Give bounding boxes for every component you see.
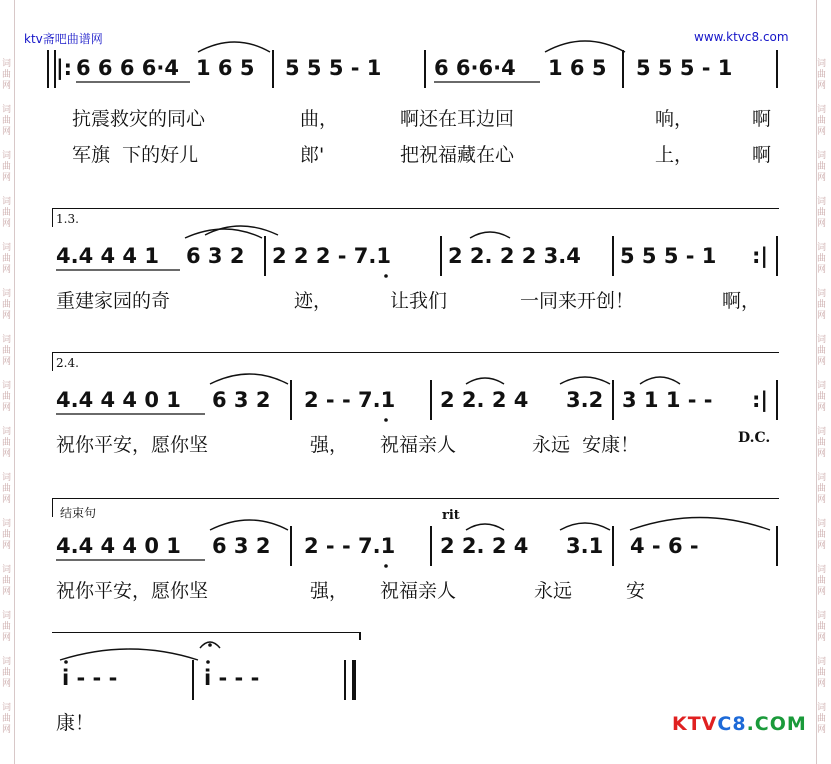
slur bbox=[466, 524, 504, 530]
repeat-end: :| bbox=[752, 388, 769, 412]
watermark-char: 网 bbox=[817, 311, 827, 321]
watermark-char: 网 bbox=[817, 219, 827, 229]
watermark-char: 曲 bbox=[2, 622, 12, 632]
volta-bracket bbox=[52, 208, 779, 227]
watermark-char: 曲 bbox=[2, 576, 12, 586]
low-octave-dot bbox=[384, 564, 388, 568]
watermark-char: 网 bbox=[817, 495, 827, 505]
bar-line bbox=[290, 380, 292, 420]
fermata-dot bbox=[208, 643, 212, 647]
lyric: 啊 bbox=[752, 144, 772, 166]
slur bbox=[60, 649, 198, 660]
slur bbox=[466, 378, 504, 384]
watermark-char: 曲 bbox=[817, 162, 827, 172]
watermark-char: 网 bbox=[817, 449, 827, 459]
lyric: 重建家园的奇 bbox=[56, 290, 171, 312]
watermark-char: 词 bbox=[817, 657, 827, 667]
watermark-char: 曲 bbox=[817, 346, 827, 356]
bar-line bbox=[264, 236, 266, 276]
watermark-char: 网 bbox=[2, 265, 12, 275]
rule-end-tick bbox=[359, 632, 361, 640]
note-group: 2 2. 2 4 bbox=[440, 534, 529, 558]
slur bbox=[560, 523, 610, 530]
slur bbox=[560, 377, 610, 384]
note-group: 1 6 5 bbox=[548, 56, 607, 80]
volta-label: 1.3. bbox=[56, 212, 79, 226]
lyric: 祝你平安，愿你坚 bbox=[56, 580, 209, 602]
watermark-char: 曲 bbox=[817, 622, 827, 632]
lyric: 康！ bbox=[56, 712, 95, 734]
watermark-char: 曲 bbox=[2, 392, 12, 402]
watermark-char: 曲 bbox=[2, 668, 12, 678]
note-group: 2 - - 7.1 bbox=[304, 388, 396, 412]
note-group: 6 6·6·4 bbox=[434, 56, 516, 80]
watermark-char: 网 bbox=[817, 541, 827, 551]
note-group: 5 5 5 - 1 bbox=[636, 56, 733, 80]
watermark-char: 曲 bbox=[817, 300, 827, 310]
logo-part-3: .COM bbox=[746, 713, 807, 735]
note-group: 5 5 5 - 1 bbox=[620, 244, 717, 268]
watermark-char: 词 bbox=[817, 565, 827, 575]
watermark-char: 网 bbox=[817, 357, 827, 367]
watermark-char: 网 bbox=[817, 173, 827, 183]
slur bbox=[210, 520, 288, 530]
watermark-char: 网 bbox=[2, 495, 12, 505]
watermark-char: 网 bbox=[817, 725, 827, 735]
lyric: 迹， bbox=[294, 290, 333, 312]
lyric: 一同来开创！ bbox=[520, 290, 635, 312]
watermark-char: 网 bbox=[817, 679, 827, 689]
site-url-right: www.ktvc8.com bbox=[694, 30, 789, 44]
watermark-char: 词 bbox=[2, 59, 12, 69]
note-group: 6 3 2 bbox=[186, 244, 245, 268]
watermark-char: 曲 bbox=[2, 162, 12, 172]
watermark-char: 词 bbox=[817, 381, 827, 391]
bar-line bbox=[612, 526, 614, 566]
watermark-char: 曲 bbox=[817, 438, 827, 448]
slur bbox=[470, 232, 510, 238]
low-octave-dot bbox=[384, 418, 388, 422]
watermark-char: 词 bbox=[2, 105, 12, 115]
note-group: 6 6 6 6·4 bbox=[76, 56, 179, 80]
logo-part-1: KTV bbox=[672, 713, 718, 735]
watermark-char: 曲 bbox=[2, 530, 12, 540]
fermata-arc bbox=[200, 642, 220, 648]
note-group: 4 - 6 - bbox=[630, 534, 699, 558]
high-octave-dot bbox=[206, 660, 210, 664]
watermark-char: 词 bbox=[817, 335, 827, 345]
watermark-char: 曲 bbox=[817, 392, 827, 402]
lyric: 祝福亲人 bbox=[380, 434, 457, 456]
note-group: 4.4 4 4 0 1 bbox=[56, 388, 181, 412]
lyric: 永远 bbox=[534, 580, 573, 602]
watermark-char: 网 bbox=[2, 311, 12, 321]
watermark-char: 词 bbox=[2, 565, 12, 575]
watermark-char: 曲 bbox=[2, 484, 12, 494]
slur bbox=[205, 226, 278, 235]
bar-line bbox=[612, 380, 614, 420]
lyric: 啊， bbox=[722, 290, 761, 312]
watermark-char: 网 bbox=[2, 357, 12, 367]
lyric: 强， bbox=[310, 580, 349, 602]
watermark-char: 曲 bbox=[2, 70, 12, 80]
watermark-char: 网 bbox=[817, 265, 827, 275]
bar-line bbox=[776, 526, 778, 566]
note-group: 6 3 2 bbox=[212, 388, 271, 412]
watermark-char: 曲 bbox=[2, 254, 12, 264]
watermark-char: 词 bbox=[2, 289, 12, 299]
watermark-char: 词 bbox=[2, 197, 12, 207]
watermark-char: 曲 bbox=[817, 714, 827, 724]
slur bbox=[545, 41, 625, 52]
note-group: 3 1 1 - - bbox=[622, 388, 713, 412]
watermark-char: 网 bbox=[817, 81, 827, 91]
high-octave-dot bbox=[64, 660, 68, 664]
site-name-left: ktv斋吧曲谱网 bbox=[24, 32, 103, 46]
watermark-char: 词 bbox=[2, 611, 12, 621]
bar-line bbox=[622, 50, 624, 88]
watermark-char: 曲 bbox=[2, 714, 12, 724]
start-repeat-bar-thick bbox=[47, 50, 49, 88]
note-group: 5 5 5 - 1 bbox=[285, 56, 382, 80]
low-octave-dot bbox=[384, 274, 388, 278]
site-logo bbox=[672, 713, 807, 735]
coda-label: 结束句 bbox=[60, 506, 97, 520]
watermark-char: 网 bbox=[817, 403, 827, 413]
slur bbox=[630, 518, 770, 531]
watermark-char: 网 bbox=[2, 81, 12, 91]
bar-line bbox=[430, 526, 432, 566]
note-group: i - - - bbox=[62, 666, 118, 690]
watermark-char: 词 bbox=[817, 703, 827, 713]
bar-line bbox=[776, 50, 778, 88]
watermark-char: 网 bbox=[2, 449, 12, 459]
lyric: 祝福亲人 bbox=[380, 580, 457, 602]
watermark-char: 词 bbox=[817, 105, 827, 115]
watermark-char: 曲 bbox=[817, 484, 827, 494]
lyric: 军旗 下的好儿 bbox=[72, 144, 199, 166]
watermark-char: 词 bbox=[817, 289, 827, 299]
lyric: 强， bbox=[310, 434, 349, 456]
bar-line bbox=[272, 50, 274, 88]
watermark-char: 曲 bbox=[2, 116, 12, 126]
note-group: 4.4 4 4 1 bbox=[56, 244, 159, 268]
top-rule bbox=[52, 632, 360, 633]
watermark-char: 词 bbox=[817, 427, 827, 437]
slur bbox=[210, 374, 288, 384]
watermark-char: 曲 bbox=[2, 300, 12, 310]
note-group: 3.1 bbox=[566, 534, 604, 558]
watermark-char: 网 bbox=[2, 173, 12, 183]
lyric: 永远 安康！ bbox=[532, 434, 640, 456]
ritardando-mark: rit bbox=[442, 508, 460, 523]
logo-part-2: C8 bbox=[717, 713, 747, 735]
note-group: 2 2. 2 4 bbox=[440, 388, 529, 412]
note-group: i - - - bbox=[204, 666, 260, 690]
note-group: 3.2 bbox=[566, 388, 604, 412]
lyric: 郎' bbox=[300, 144, 325, 166]
note-group: 1 6 5 bbox=[196, 56, 255, 80]
note-group: 4.4 4 4 0 1 bbox=[56, 534, 181, 558]
watermark-char: 词 bbox=[817, 519, 827, 529]
watermark-char: 词 bbox=[2, 381, 12, 391]
watermark-char: 曲 bbox=[817, 70, 827, 80]
note-group: 2 2. 2 2 3.4 bbox=[448, 244, 581, 268]
watermark-char: 网 bbox=[817, 587, 827, 597]
watermark-char: 词 bbox=[817, 243, 827, 253]
watermark-char: 网 bbox=[817, 127, 827, 137]
watermark-char: 词 bbox=[2, 473, 12, 483]
lyric: 啊 bbox=[752, 108, 772, 130]
lyric: 啊还在耳边回 bbox=[400, 108, 515, 130]
watermark-char: 曲 bbox=[817, 116, 827, 126]
bar-line bbox=[290, 526, 292, 566]
watermark-char: 词 bbox=[2, 427, 12, 437]
bar-line bbox=[440, 236, 442, 276]
note-group: 6 3 2 bbox=[212, 534, 271, 558]
watermark-char: 曲 bbox=[817, 530, 827, 540]
slur bbox=[198, 42, 270, 52]
slur bbox=[185, 229, 262, 238]
watermark-char: 曲 bbox=[817, 208, 827, 218]
lyric: 响， bbox=[655, 108, 694, 130]
coda-bracket bbox=[52, 498, 779, 517]
watermark-char: 词 bbox=[2, 703, 12, 713]
lyric: 把祝福藏在心 bbox=[400, 144, 515, 166]
da-capo-mark: D.C. bbox=[738, 430, 771, 446]
lyric: 祝你平安，愿你坚 bbox=[56, 434, 209, 456]
lyric: 让我们 bbox=[390, 290, 448, 312]
bar-line bbox=[192, 660, 194, 700]
repeat-end: :| bbox=[752, 244, 769, 268]
watermark-char: 词 bbox=[2, 151, 12, 161]
lyric: 抗震救灾的同心 bbox=[72, 108, 206, 130]
note-group: 2 - - 7.1 bbox=[304, 534, 396, 558]
watermark-char: 网 bbox=[2, 679, 12, 689]
lyric: 上， bbox=[655, 144, 694, 166]
volta-label: 2.4. bbox=[56, 356, 79, 370]
watermark-char: 网 bbox=[2, 725, 12, 735]
watermark-char: 曲 bbox=[817, 668, 827, 678]
watermark-char: 词 bbox=[817, 197, 827, 207]
volta-bracket bbox=[52, 352, 779, 371]
watermark-char: 词 bbox=[817, 611, 827, 621]
watermark-char: 网 bbox=[2, 541, 12, 551]
end-repeat-bar bbox=[776, 380, 778, 420]
watermark-char: 词 bbox=[2, 243, 12, 253]
watermark-char: 曲 bbox=[2, 208, 12, 218]
watermark-char: 曲 bbox=[2, 438, 12, 448]
end-repeat-bar bbox=[776, 236, 778, 276]
watermark-char: 网 bbox=[2, 219, 12, 229]
slur bbox=[640, 377, 680, 384]
watermark-char: 网 bbox=[2, 403, 12, 413]
lyric: 曲， bbox=[300, 108, 339, 130]
lyric: 安 bbox=[626, 580, 646, 602]
final-bar-thick bbox=[352, 660, 356, 700]
repeat-start: |: bbox=[56, 56, 73, 80]
watermark-char: 词 bbox=[817, 473, 827, 483]
watermark-char: 词 bbox=[2, 657, 12, 667]
watermark-char: 词 bbox=[817, 151, 827, 161]
watermark-char: 网 bbox=[2, 587, 12, 597]
watermark-char: 曲 bbox=[817, 576, 827, 586]
watermark-char: 网 bbox=[817, 633, 827, 643]
watermark-char: 网 bbox=[2, 127, 12, 137]
watermark-char: 曲 bbox=[817, 254, 827, 264]
watermark-char: 词 bbox=[2, 335, 12, 345]
watermark-char: 曲 bbox=[2, 346, 12, 356]
bar-line bbox=[612, 236, 614, 276]
watermark-char: 词 bbox=[2, 519, 12, 529]
watermark-char: 网 bbox=[2, 633, 12, 643]
watermark-char: 词 bbox=[817, 59, 827, 69]
bar-line bbox=[424, 50, 426, 88]
note-group: 2 2 2 - 7.1 bbox=[272, 244, 391, 268]
bar-line bbox=[430, 380, 432, 420]
final-bar-thin bbox=[344, 660, 346, 700]
